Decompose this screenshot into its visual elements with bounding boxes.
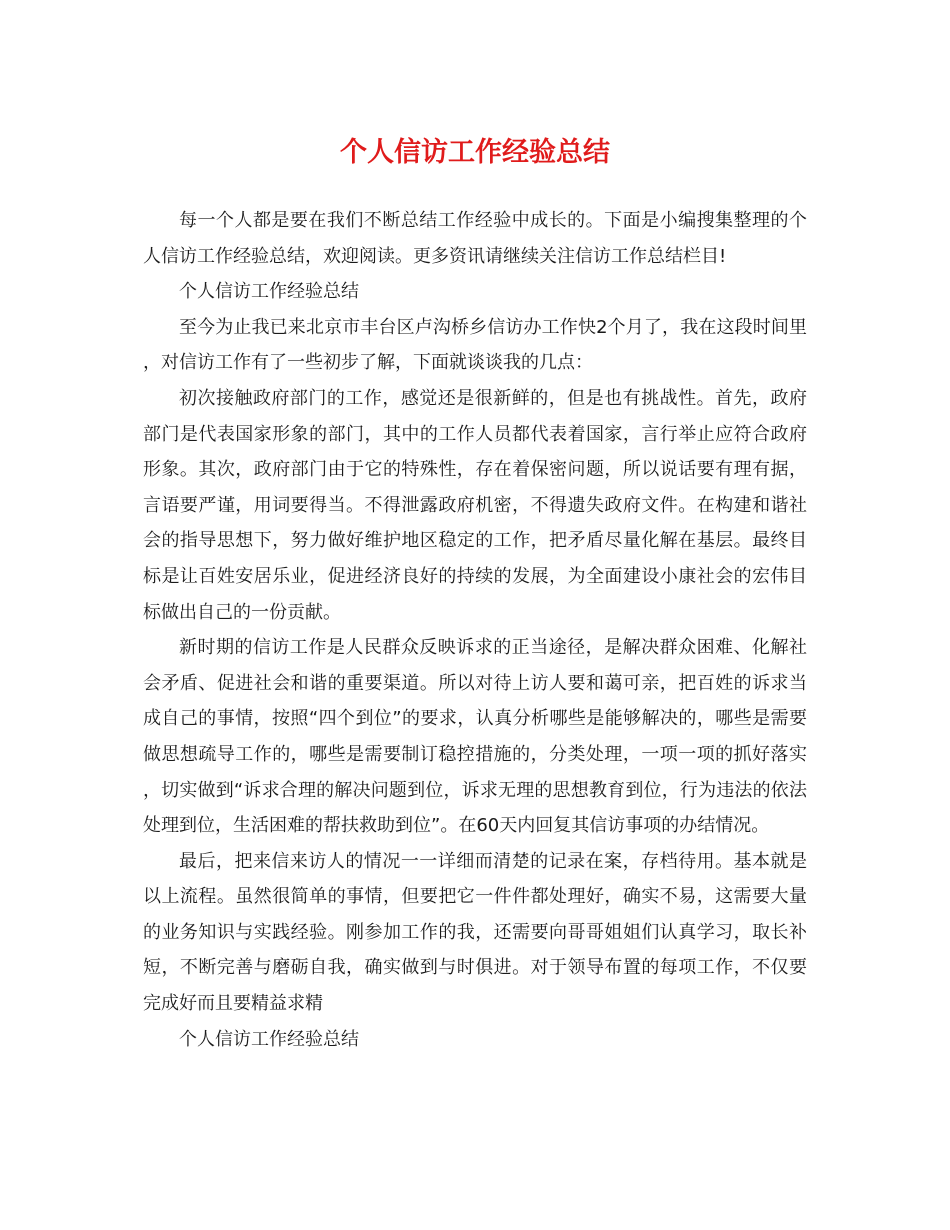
paragraph-subheading: 个人信访工作经验总结 (179, 281, 359, 303)
paragraph-opening: 至今为止我已来北京市丰台区卢沟桥乡信访办工作快2个月了，我在这段时间里，对信访工作有了一些初步了解，下面就谈谈我的几点： (143, 316, 807, 374)
paragraph-intro: 每一个人都是要在我们不断总结工作经验中成长的。下面是小编搜集整理的个人信访工作经验总结，欢迎阅读。更多资讯请继续关注信访工作总结栏目! (143, 210, 807, 267)
page-title: 个人信访工作经验总结 (340, 137, 610, 168)
paragraph-repeat-heading: 个人信访工作经验总结 (179, 1028, 359, 1050)
paragraph-new-era-petition: 新时期的信访工作是人民群众反映诉求的正当途径，是解决群众困难、化解社会矛盾、促进社会和谐的重要渠道。所以对待上访人要和蔼可亲，把百姓的诉求当成自己的事情，按照“四个到位”的要求，认真分析哪些是能够解决的，哪些是需要做思想疏导工作的，哪些是需要制订稳控措施的，分类处理，一项一项的抓好落实，切实做到“诉求合理的解决问题到位，诉求无理的思想教育到位，行为违法的依法处理到位，生活困难的帮扶救助到位”。在60天内回复其信访事项的办结情况。 (143, 637, 807, 837)
document-body (143, 203, 807, 1057)
paragraph-government-work: 初次接触政府部门的工作，感觉还是很新鲜的，但是也有挑战性。首先，政府部门是代表国家形象的部门，其中的工作人员都代表着国家，言行举止应符合政府形象。其次，政府部门由于它的特殊性，存在着保密问题，所以说话要有理有据，言语要严谨，用词要得当。不得泄露政府机密，不得遗失政府文件。在构建和谐社会的指导思想下，努力做好维护地区稳定的工作，把矛盾尽量化解在基层。最终目标是让百姓安居乐业，促进经济良好的持续的发展，为全面建设小康社会的宏伟目标做出自己的一份贡献。 (143, 387, 807, 623)
paragraph-conclusion: 最后，把来信来访人的情况一一详细而清楚的记录在案，存档待用。基本就是以上流程。虽然很简单的事情，但要把它一件件都处理好，确实不易，这需要大量的业务知识与实践经验。刚参加工作的我，还需要向哥哥姐姐们认真学习，取长补短，不断完善与磨砺自我，确实做到与时俱进。对于领导布置的每项工作，不仅要完成好而且要精益求精 (143, 850, 807, 1015)
